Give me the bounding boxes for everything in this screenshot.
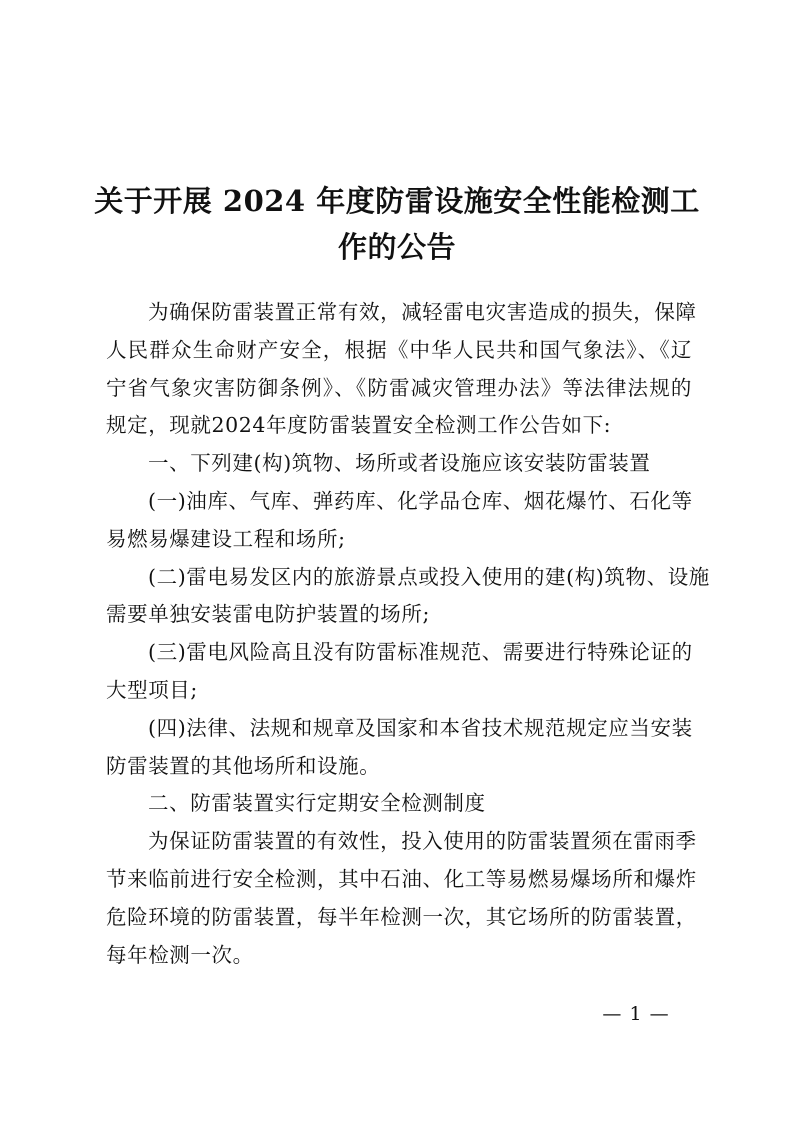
body-line: 人民群众生命财产安全，根据《中华人民共和国气象法》、《辽 — [106, 337, 692, 362]
body-line: 一、下列建(构)筑物、场所或者设施应该安装防雷装置 — [148, 451, 651, 476]
body-line: (三)雷电风险高且没有防雷标准规范、需要进行特殊论证的 — [148, 640, 693, 665]
body-line: (二)雷电易发区内的旅游景点或投入使用的建(构)筑物、设施 — [148, 564, 710, 589]
body-line: 大型项目; — [106, 677, 198, 702]
page-number: — 1 — — [602, 1003, 670, 1025]
body-line: 易燃易爆建设工程和场所; — [106, 526, 346, 551]
document-body — [106, 294, 710, 974]
body-line: (四)法律、法规和规章及国家和本省技术规范规定应当安装 — [148, 715, 693, 740]
body-line: 为保证防雷装置的有效性，投入使用的防雷装置须在雷雨季 — [148, 829, 697, 854]
body-line: 需要单独安装雷电防护装置的场所; — [106, 602, 431, 627]
body-line: 宁省气象灾害防御条例》、《防雷减灾管理办法》等法律法规的 — [106, 375, 692, 400]
document-title — [92, 178, 702, 270]
body-line: (一)油库、气库、弹药库、化学品仓库、烟花爆竹、石化等 — [148, 488, 693, 513]
body-line: 规定，现就2024年度防雷装置安全检测工作公告如下: — [106, 413, 612, 438]
body-line: 危险环境的防雷装置，每半年检测一次，其它场所的防雷装置， — [106, 904, 697, 929]
title-line: 关于开展 2024 年度防雷设施安全性能检测工 — [94, 184, 700, 218]
body-line: 每年检测一次。 — [106, 942, 254, 967]
body-line: 二、防雷装置实行定期安全检测制度 — [148, 791, 486, 816]
body-line: 为确保防雷装置正常有效，减轻雷电灾害造成的损失，保障 — [148, 300, 697, 324]
title-line: 作的公告 — [337, 230, 456, 264]
body-line: 节来临前进行安全检测，其中石油、化工等易燃易爆场所和爆炸 — [106, 866, 697, 891]
body-line: 防雷装置的其他场所和设施。 — [106, 753, 381, 778]
